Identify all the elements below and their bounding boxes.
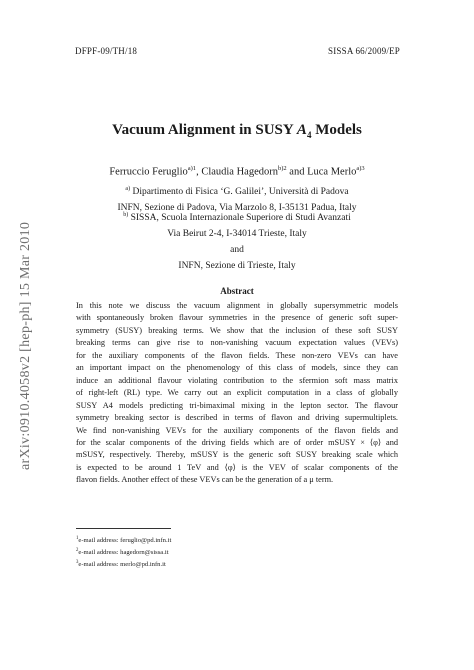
- affiliation-line: and: [230, 245, 244, 256]
- title-prefix: Vacuum Alignment in SUSY: [112, 122, 297, 138]
- footnote: [76, 546, 171, 558]
- author-mark: a)3: [356, 165, 365, 172]
- preprint-number-left: DFPF-09/TH/18: [75, 46, 138, 56]
- affiliation-line: INFN, Sezione di Trieste, Italy: [178, 261, 296, 272]
- abstract-line: is expected to be around 1 TeV and ⟨φ⟩ is the VEV of scalar components of the: [76, 462, 398, 472]
- affiliation-line: INFN, Sezione di Padova, Via Marzolo 8, I-35131 Padua, Italy: [117, 203, 357, 214]
- abstract-line: an important impact on the phenomenology of this class of models, since they can: [76, 363, 398, 373]
- abstract-line: for the auxiliary components of the flavon fields. These non-zero VEVs can have: [76, 350, 398, 360]
- abstract-line: symmetry (SUSY) breaking terms. We show that the inclusion of these soft SUSY: [76, 325, 398, 335]
- abstract-line: We find non-vanishing VEVs for the auxiliary components of the flavon fields and: [76, 425, 398, 435]
- title-subscript: 4: [306, 130, 312, 140]
- abstract-line: for the scalar components of the driving fields which are of order mSUSY × ⟨φ⟩ and: [76, 437, 398, 447]
- abstract-line: SUSY A4 models predicting tri-bimaximal mixing in the lepton sector. The flavour: [76, 400, 398, 410]
- abstract-line: mSUSY, respectively. Thereby, mSUSY is the generic soft SUSY breaking scale which: [76, 450, 398, 460]
- paper-title: [0, 122, 474, 140]
- preprint-number-right: SISSA 66/2009/EP: [328, 46, 400, 56]
- title-suffix: Models: [311, 122, 362, 138]
- author-mark: b)2: [278, 165, 287, 172]
- footnote: [76, 534, 171, 546]
- affiliation-b: [0, 207, 474, 274]
- footnote-email: e-mail address: hagedorn@sissa.it: [78, 549, 169, 557]
- footnote-mark: 2: [76, 547, 79, 553]
- affiliation-mark: a): [125, 186, 131, 192]
- footnote-rule: [76, 528, 171, 529]
- abstract-line: flavon fields. Another effect of these VEVs can be the generation of a μ term.: [76, 475, 334, 485]
- footnote-email: e-mail address: merlo@pd.infn.it: [78, 561, 166, 569]
- abstract-line: symmetry breaking sector is described in terms of flavon and driving supermultiplets.: [76, 413, 398, 423]
- abstract-line: In this note we discuss the vacuum alignment in globally supersymmetric models: [76, 301, 398, 310]
- footnote-mark: 1: [76, 536, 79, 541]
- author-name: Claudia Hagedorn: [201, 166, 278, 178]
- footnote-email: e-mail address: feruglio@pd.infn.it: [78, 537, 172, 545]
- abstract-line: with spontaneously broken flavour symmetries in the presence of generic soft super-: [76, 313, 398, 323]
- footnote-mark: 3: [76, 559, 79, 565]
- affiliation-mark: b): [123, 212, 129, 218]
- author-separator: ,: [196, 166, 202, 178]
- affiliation-line: Via Beirut 2-4, I-34014 Trieste, Italy: [167, 229, 307, 240]
- author-name: Luca Merlo: [307, 166, 357, 178]
- affiliation-line: $^{b)}$ SISSA, Scuola Internazionale Superiore di Studi Avanzati: [123, 212, 351, 224]
- author-separator: and: [286, 166, 308, 178]
- abstract-body: [76, 300, 398, 487]
- abstract-line: of right-left (RL) type. We carry out an explicit computation in a class of globally: [76, 388, 398, 398]
- footnotes: [76, 534, 171, 570]
- title-symbol: A: [296, 122, 307, 138]
- arxiv-side-stamp: arXiv:0910.4058v2 [hep-ph] 15 Mar 2010: [18, 221, 33, 470]
- abstract-heading: Abstract: [220, 286, 254, 296]
- affiliation-line: $^{a)}$ Dipartimento di Fisica ‘G. Galilei’, Università di Padova: [125, 186, 349, 198]
- author-mark: a)1: [187, 165, 197, 172]
- footnote: [76, 558, 171, 570]
- abstract-line: induce an additional flavour violating contribution to the sfermion soft mass matrix: [76, 375, 398, 385]
- author-list: [0, 165, 474, 178]
- author-name: Ferruccio Feruglio: [109, 166, 188, 178]
- abstract-line: breaking terms can give rise to non-vanishing vacuum expectation values (VEVs): [76, 338, 398, 348]
